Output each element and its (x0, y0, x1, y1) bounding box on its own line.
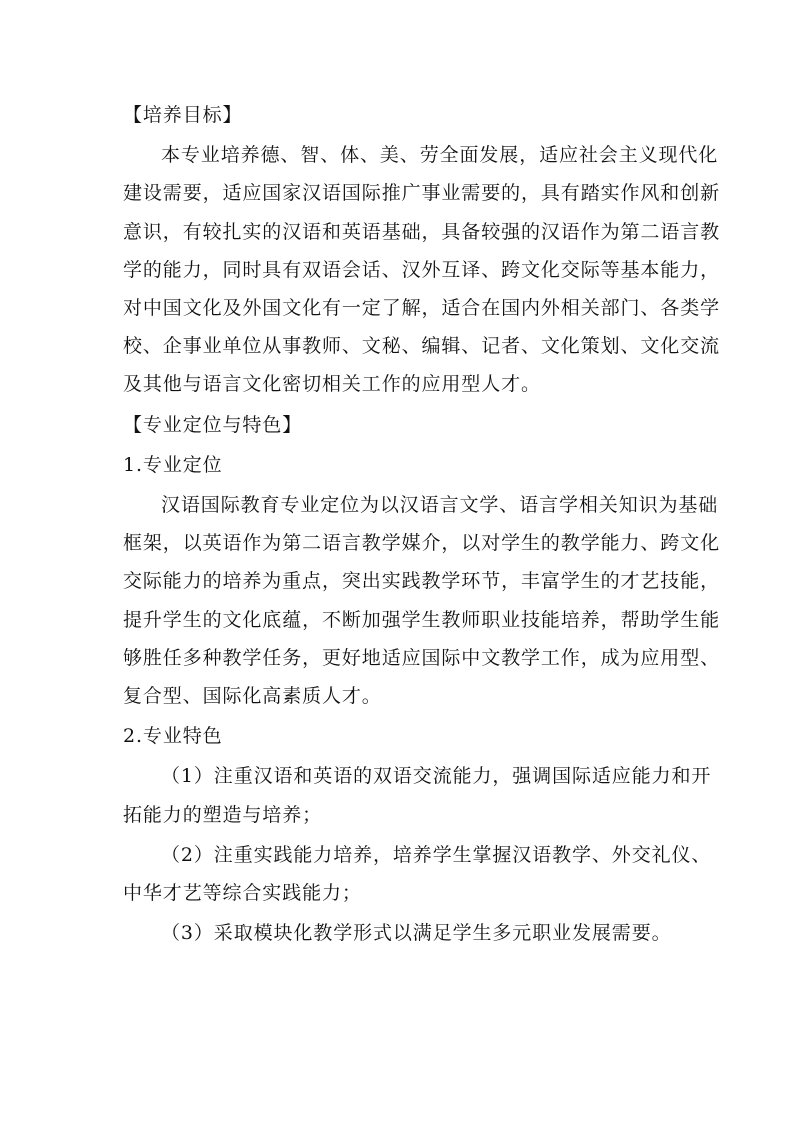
list-item-2 (123, 836, 712, 912)
paragraph-line: 对中国文化及外国文化有一定了解，适合在国内外相关部门、各类学 (123, 297, 721, 320)
list-item-line: 中华才艺等综合实践能力； (123, 882, 362, 905)
paragraph-line: 校、企事业单位从事教师、文秘、编辑、记者、文化策划、文化交流 (123, 335, 721, 358)
paragraph-line: 交际能力的培养为重点，突出实践教学环节，丰富学生的才艺技能， (123, 570, 721, 593)
list-item-3 (123, 914, 683, 952)
paragraph-positioning (123, 486, 721, 715)
paragraph-line: 汉语国际教育专业定位为以汉语言文学、语言学相关知识为基础 (161, 494, 719, 517)
paragraph-line: 框架，以英语作为第二语言教学媒介，以对学生的教学能力、跨文化 (123, 532, 721, 555)
list-item-line: （3）采取模块化教学形式以满足学生多元职业发展需要。 (161, 922, 672, 945)
paragraph-training-goal (123, 136, 721, 403)
list-item-1 (123, 757, 712, 833)
document-body (123, 96, 721, 952)
paragraph-line: 建设需要，适应国家汉语国际推广事业需要的，具有踏实作风和创新 (123, 182, 721, 205)
paragraph-line: 本专业培养德、智、体、美、劳全面发展，适应社会主义现代化 (161, 144, 719, 167)
paragraph-line: 够胜任多种教学任务，更好地适应国际中文教学工作，成为应用型、 (123, 646, 721, 669)
subsection-heading-positioning: 1.专业定位 (123, 453, 223, 476)
paragraph-line: 及其他与语言文化密切相关工作的应用型人才。 (123, 373, 541, 396)
paragraph-line: 复合型、国际化高素质人才。 (123, 685, 382, 708)
section-heading-training-goal: 【培养目标】 (123, 104, 243, 126)
paragraph-line: 意识，有较扎实的汉语和英语基础，具备较强的汉语作为第二语言教 (123, 220, 721, 243)
paragraph-line: 提升学生的文化底蕴，不断加强学生教师职业技能培养，帮助学生能 (123, 608, 721, 631)
paragraph-line: 学的能力，同时具有双语会话、汉外互译、跨文化交际等基本能力， (123, 258, 721, 281)
subsection-heading-features: 2.专业特色 (123, 725, 223, 748)
list-item-line: 拓能力的塑造与培养； (123, 803, 323, 826)
list-item-line: （1）注重汉语和英语的双语交流能力，强调国际适应能力和开 (161, 765, 712, 788)
section-heading-positioning-features: 【专业定位与特色】 (123, 413, 303, 436)
list-item-line: （2）注重实践能力培养，培养学生掌握汉语教学、外交礼仪、 (161, 843, 712, 866)
